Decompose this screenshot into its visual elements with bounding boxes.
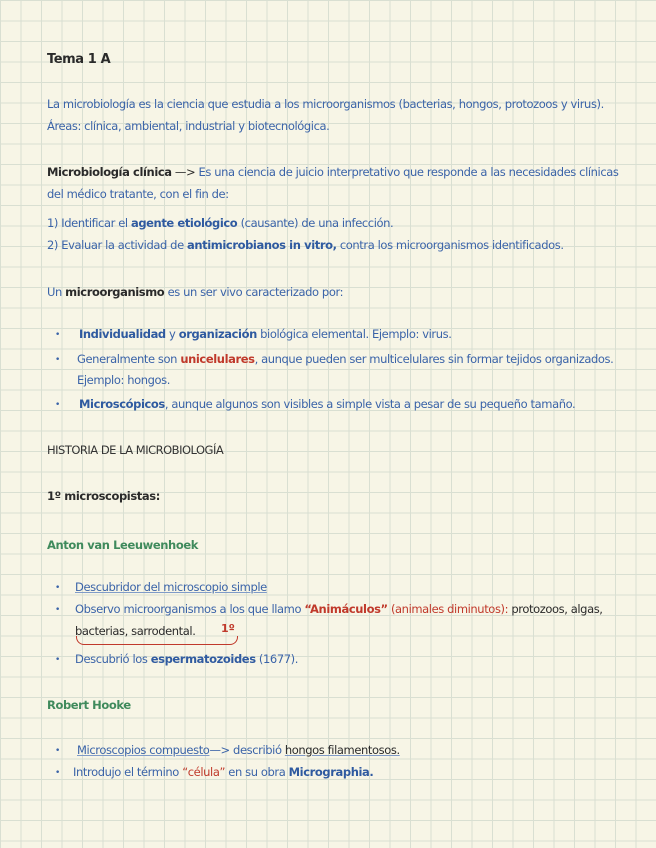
describio: —> describió xyxy=(209,743,285,757)
leeuwenhoek-bullet-2 xyxy=(75,602,603,616)
micro-bullet-2 xyxy=(77,352,613,366)
item-2-text: 2) Evaluar la actividad de xyxy=(47,238,187,252)
clinica-definition-line-1 xyxy=(47,165,619,179)
clinica-item-2 xyxy=(47,238,564,252)
espermatozoides: espermatozoides xyxy=(150,652,256,666)
b3-rest: , aunque algunos son visibles a simple vista a pesar de su pequeño tamaño. xyxy=(164,397,576,411)
leeuwenhoek-bullet-2-cont: bacterias, sarrodental. xyxy=(75,624,196,638)
bullet-dot: • xyxy=(55,400,61,410)
clinica-term: Microbiología clínica xyxy=(47,165,172,179)
individualidad: Individualidad xyxy=(79,327,166,341)
microorganismo-term: microorganismo xyxy=(65,285,165,299)
intro-line-1: La microbiología es la ciencia que estudia a los microorganismos (bacterias, hongos, protozoos y virus). xyxy=(47,97,604,111)
bullet-dot: • xyxy=(55,583,61,593)
b2-start: Introdujo el término xyxy=(73,765,183,779)
micro-c: es un ser vivo caracterizado por: xyxy=(164,285,344,299)
hooke-bullet-2 xyxy=(73,765,373,779)
unicelulares: unicelulares xyxy=(180,352,255,366)
microscopists-heading: 1º microscopistas: xyxy=(47,489,160,503)
first-brace xyxy=(76,636,238,645)
micro-bullet-3 xyxy=(79,397,575,411)
leeuwenhoek-name: Anton van Leeuwenhoek xyxy=(47,538,198,552)
section-heading-history: HISTORIA DE LA MICROBIOLOGÍA xyxy=(47,443,224,457)
bullet-dot: • xyxy=(55,355,61,365)
hooke-name: Robert Hooke xyxy=(47,698,131,712)
agente-etiologico: agente etiológico xyxy=(130,216,238,230)
item-2-text-end: contra los microorganismos identificados. xyxy=(336,238,564,252)
intro-line-2: Áreas: clínica, ambiental, industrial y biotecnológica. xyxy=(47,119,330,133)
b1-rest: biológica elemental. Ejemplo: virus. xyxy=(256,327,452,341)
organizacion: organización xyxy=(178,327,257,341)
bullet-dot: • xyxy=(55,655,61,665)
hooke-bullet-1 xyxy=(77,743,400,757)
animaculos: “Animáculos” xyxy=(304,602,388,616)
protozoos-algas: protozoos, algas, xyxy=(508,602,603,616)
bullet-dot: • xyxy=(55,330,61,340)
page-title: Tema 1 A xyxy=(47,52,111,67)
bullet-dot: • xyxy=(55,768,61,778)
b3-year: (1677). xyxy=(255,652,298,666)
hongos-filamentosos: hongos filamentosos. xyxy=(284,743,400,757)
micrographia: Micrographia. xyxy=(288,765,374,779)
item-1-text: 1) Identificar el xyxy=(47,216,131,230)
arrow: —> xyxy=(171,165,199,179)
microscopicos: Microscópicos xyxy=(79,397,165,411)
bullet-dot: • xyxy=(55,605,61,615)
clinica-definition-line-2: del médico tratante, con el fin de: xyxy=(47,187,229,201)
b2-start: Generalmente son xyxy=(77,352,181,366)
micro-bullet-2-example: Ejemplo: hongos. xyxy=(77,373,170,387)
conj: y xyxy=(165,327,179,341)
b2-rest: , aunque pueden ser multicelulares sin formar tejidos organizados. xyxy=(254,352,614,366)
micro-bullet-1 xyxy=(79,327,451,341)
celula: “célula” xyxy=(182,765,226,779)
microscopios-compuesto: Microscopios compuesto xyxy=(77,743,210,757)
microorganismo-intro xyxy=(47,285,343,299)
b3-start: Descubrió los xyxy=(75,652,151,666)
clinica-item-1 xyxy=(47,216,393,230)
clinica-def-1: Es una ciencia de juicio interpretativo que responde a las necesidades clínicas xyxy=(198,165,619,179)
bullet-dot: • xyxy=(55,746,61,756)
leeuwenhoek-bullet-3 xyxy=(75,652,298,666)
b2-start: Observo microorganismos a los que llamo xyxy=(75,602,305,616)
leeuwenhoek-bullet-1: Descubridor del microscopio simple xyxy=(75,580,267,594)
first-mark: 1º xyxy=(221,622,235,635)
antimicrobianos: antimicrobianos in vitro, xyxy=(187,238,337,252)
item-1-text-end: (causante) de una infección. xyxy=(237,216,394,230)
animales-diminutos: (animales diminutos): xyxy=(387,602,509,616)
micro-a: Un xyxy=(47,285,66,299)
b2-mid: en su obra xyxy=(225,765,289,779)
